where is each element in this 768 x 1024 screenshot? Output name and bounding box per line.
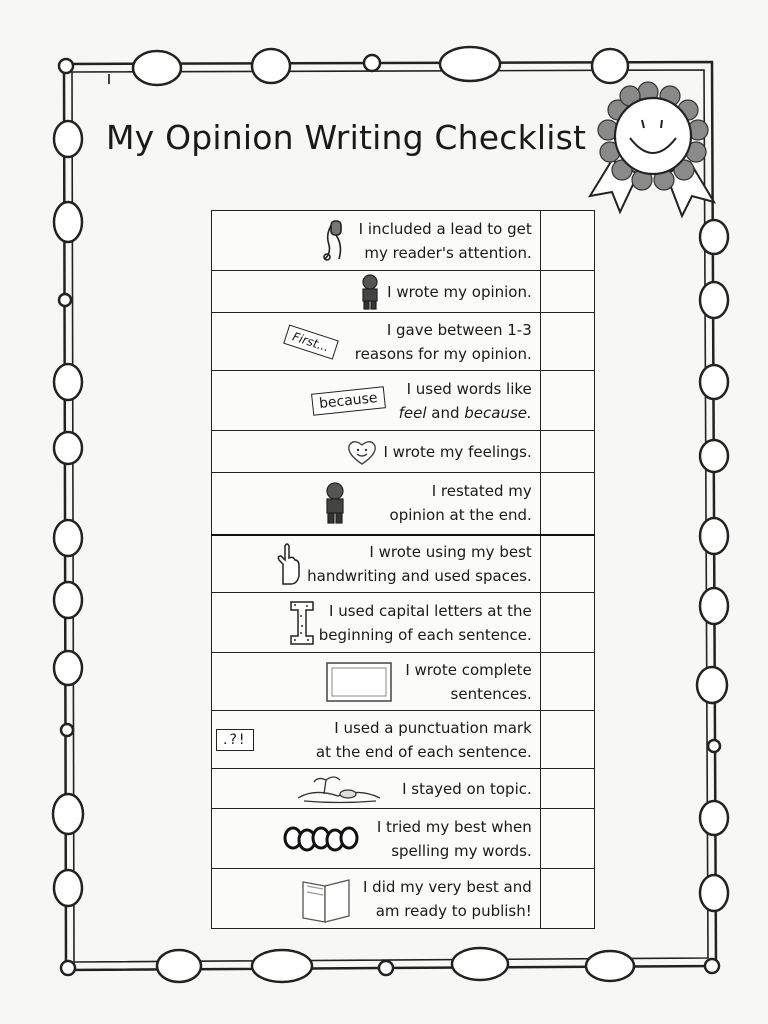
island-icon <box>294 774 384 804</box>
capital-letter-icon <box>289 600 315 646</box>
item-text-line1: I did my very best and <box>362 877 532 896</box>
checklist-row <box>212 313 595 371</box>
checkbox-cell[interactable] <box>540 431 594 473</box>
item-text-line1: I included a lead to get <box>358 219 532 238</box>
checklist-row <box>212 769 595 809</box>
item-text-line1: I wrote using my best <box>369 542 532 561</box>
item-text-line1: I wrote complete <box>405 660 532 679</box>
checkbox-cell[interactable] <box>540 371 594 431</box>
checkbox-cell[interactable] <box>540 869 594 929</box>
checklist-row <box>212 809 595 869</box>
item-text-line2: opinion at the end. <box>389 506 532 525</box>
item-text-line1: I used a punctuation mark <box>334 718 532 737</box>
tick-mark <box>108 74 110 84</box>
punctuation-icon: .?! <box>216 729 254 751</box>
first-card-icon: First... <box>285 332 337 352</box>
checkbox-cell[interactable] <box>540 711 594 769</box>
checklist-row <box>212 535 595 593</box>
item-text-line1: I wrote my opinion. <box>387 282 532 301</box>
item-text-line1: I wrote my feelings. <box>383 442 532 461</box>
checklist-row <box>212 711 595 769</box>
checklist-row <box>212 431 595 473</box>
item-text-feel: feel <box>398 403 427 422</box>
checklist-row <box>212 211 595 271</box>
checkbox-cell[interactable] <box>540 769 594 809</box>
checklist-row <box>212 869 595 929</box>
item-text-line1: I used words like <box>406 379 532 398</box>
checkbox-cell[interactable] <box>540 593 594 653</box>
boy-icon <box>357 274 383 310</box>
item-text-line2: handwriting and used spaces. <box>307 566 532 585</box>
item-text-line1: I used capital letters at the <box>329 601 532 620</box>
item-text-line2: am ready to publish! <box>375 901 532 920</box>
item-text-line1: I restated my <box>431 482 532 501</box>
checkbox-cell[interactable] <box>540 313 594 371</box>
frame-icon <box>325 661 393 703</box>
checklist-row <box>212 371 595 431</box>
page-title: My Opinion Writing Checklist <box>106 118 587 157</box>
checkbox-cell[interactable] <box>540 271 594 313</box>
item-text-line1: I gave between 1-3 <box>386 320 532 339</box>
award-ribbon-icon <box>582 78 722 228</box>
checklist-row <box>212 653 595 711</box>
checklist-row <box>212 593 595 653</box>
microphone-icon <box>319 219 355 263</box>
item-text-line2: at the end of each sentence. <box>315 742 532 761</box>
chain-icon <box>281 824 361 854</box>
boy-icon <box>320 481 350 525</box>
hand-icon <box>273 542 303 586</box>
checkbox-cell[interactable] <box>540 809 594 869</box>
item-text-line2: beginning of each sentence. <box>318 625 532 644</box>
checkbox-cell[interactable] <box>540 473 594 535</box>
checklist-row <box>212 473 595 535</box>
item-text-line2: spelling my words. <box>391 841 532 860</box>
because-card-icon: because <box>312 390 385 412</box>
checklist-row <box>212 271 595 313</box>
heart-icon <box>345 438 379 466</box>
item-text-line1: I tried my best when <box>376 817 532 836</box>
item-text-line2: my reader's attention. <box>364 243 532 262</box>
item-text-and: and <box>426 403 465 422</box>
item-text-line2: reasons for my opinion. <box>354 344 532 363</box>
item-text-because: because. <box>464 403 532 422</box>
checkbox-cell[interactable] <box>540 211 594 271</box>
item-text-line1: I stayed on topic. <box>402 779 532 798</box>
book-icon <box>299 874 353 924</box>
checklist-table <box>211 210 595 929</box>
item-text-line2: sentences. <box>450 684 532 703</box>
checkbox-cell[interactable] <box>540 535 594 593</box>
checkbox-cell[interactable] <box>540 653 594 711</box>
